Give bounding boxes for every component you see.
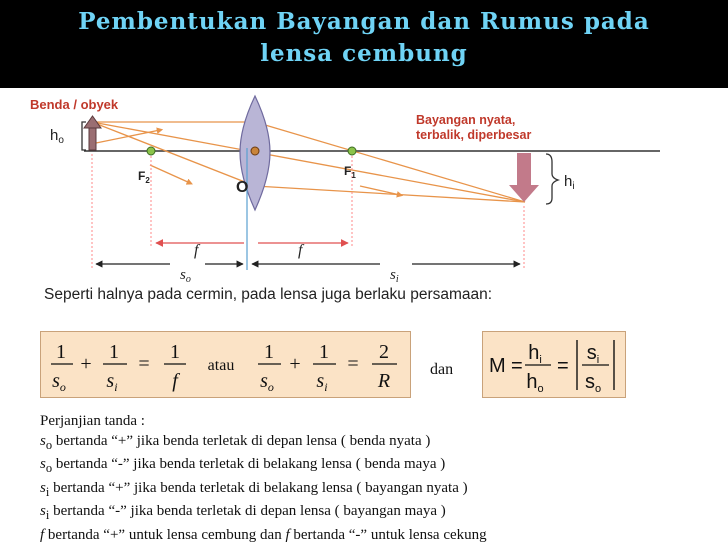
title-bar — [0, 0, 728, 88]
svg-text:si: $s_i$ — [586, 342, 600, 366]
svg-text:so: $s_o$ — [52, 370, 66, 394]
svg-text:1: 1 — [170, 341, 180, 363]
image-label-line-1: Bayangan nyata, — [416, 113, 516, 127]
object-height-label: $h_o$ — [50, 127, 64, 146]
focal-point-f1 — [348, 147, 356, 155]
magnification-formula-box — [482, 331, 626, 398]
rule-4: $s_i$ bertanda “-” jika benda terletak di depan lensa ( bayangan maya ) — [40, 503, 446, 522]
optical-center-label: O — [236, 179, 249, 196]
image-distance-label: $s_i$ — [390, 267, 399, 285]
magnification-formula — [483, 332, 625, 397]
slide-title-line-1: Pembentukan Bayangan dan Rumus pada — [78, 8, 650, 35]
rule-5: f bertanda “+” untuk lensa cembung dan f bertanda “-” untuk lensa cekung — [40, 526, 487, 543]
sign-convention — [40, 412, 487, 545]
focal-length-label-right: f — [298, 242, 303, 259]
convex-lens-ray-diagram — [0, 88, 728, 288]
image-height-brace — [546, 154, 558, 204]
svg-text:atau: atau — [207, 357, 235, 374]
sign-convention-title: Perjanjian tanda : — [40, 413, 145, 429]
object-arrow — [84, 116, 101, 150]
svg-text:R: R — [377, 370, 391, 392]
image-label-line-2: terbalik, diperbesar — [416, 128, 532, 142]
svg-text:M: M — [489, 355, 506, 377]
image-arrow — [509, 153, 539, 202]
svg-text:1: 1 — [264, 341, 274, 363]
conjunction-dan: dan — [430, 361, 454, 378]
focal-right-label: $F_1$ — [344, 164, 356, 180]
lens-formula — [41, 332, 410, 397]
focal-length-label-left: f — [194, 242, 199, 259]
image-height-label: $h_i$ — [564, 173, 575, 192]
rule-2: $s_o$ bertanda “-” jika benda terletak di belakang lensa ( benda maya ) — [40, 456, 446, 475]
svg-text:2: 2 — [379, 341, 389, 363]
object-label: Benda / obyek — [30, 97, 119, 112]
rule-1: $s_o$ bertanda “+” jika benda terletak di depan lensa ( benda nyata ) — [40, 432, 431, 452]
svg-text:=: = — [557, 355, 569, 377]
slide-title-line-2: lensa cembung — [260, 40, 468, 67]
focal-left-label: $F_2$ — [138, 169, 150, 185]
object-distance-label: $s_o$ — [180, 267, 191, 285]
lens-formula-box — [40, 331, 411, 398]
rule-3: $s_i$ bertanda “+” jika benda terletak di belakang lensa ( bayangan nyata ) — [40, 479, 468, 499]
svg-text:+: + — [80, 353, 92, 375]
svg-text:=: = — [138, 353, 150, 375]
svg-text:1: 1 — [319, 341, 329, 363]
intro-text: Seperti halnya pada cermin, pada lensa juga berlaku persamaan: — [44, 286, 493, 303]
svg-text:f: f — [172, 370, 178, 392]
svg-text:ho: $h_o$ — [526, 371, 544, 395]
svg-text:+: + — [289, 353, 301, 375]
svg-text:so: $s_o$ — [584, 371, 602, 395]
svg-text:=: = — [347, 353, 359, 375]
svg-text:1: 1 — [109, 341, 119, 363]
svg-text:hi: $h_i$ — [528, 342, 542, 366]
svg-text:=: = — [511, 355, 523, 377]
svg-text:1: 1 — [56, 341, 66, 363]
svg-text:si: $s_i$ — [316, 370, 328, 394]
svg-text:so: $s_o$ — [260, 370, 274, 394]
slide-title — [0, 6, 728, 70]
svg-text:si: $s_i$ — [106, 370, 118, 394]
guide-lines — [92, 154, 524, 270]
optical-center-dot — [251, 147, 259, 155]
focal-point-f2 — [147, 147, 155, 155]
